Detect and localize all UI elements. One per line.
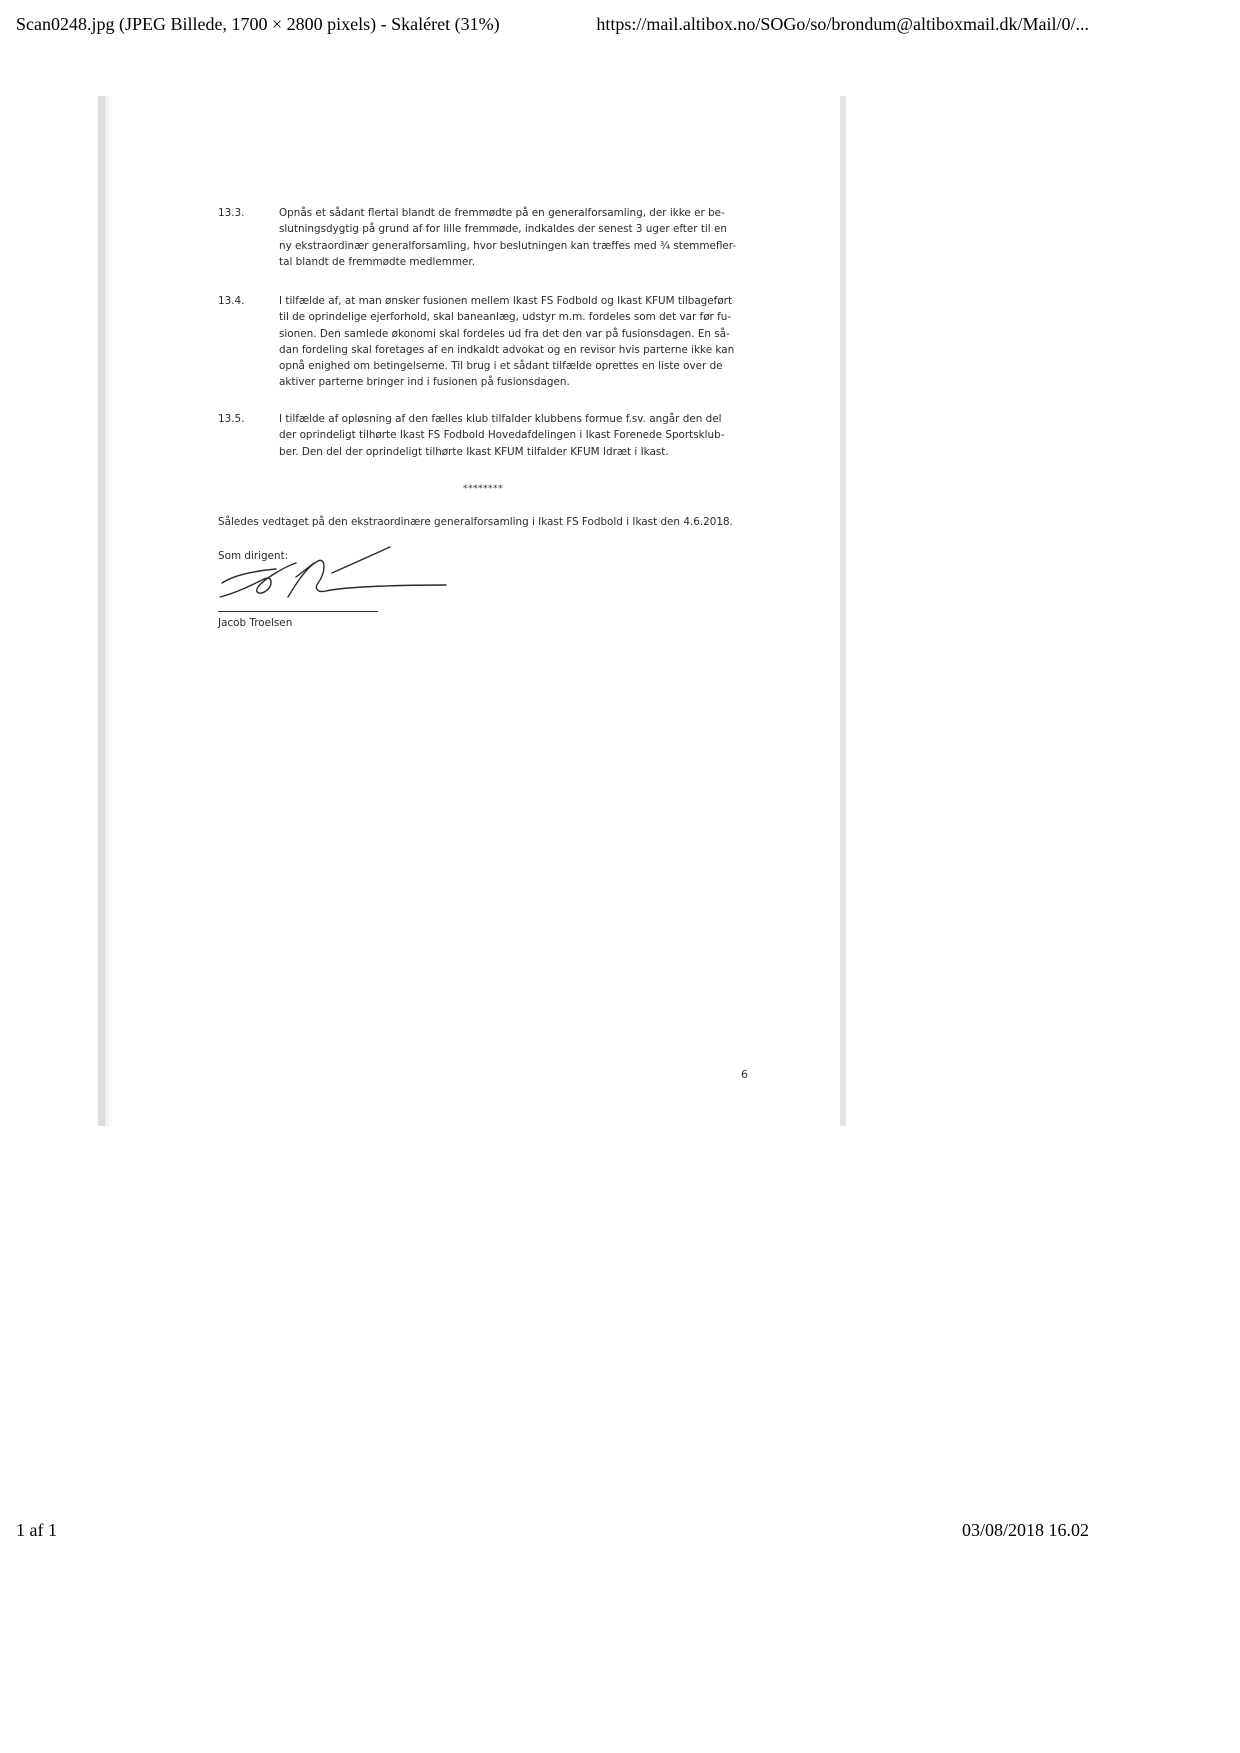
section-number: 13.4. xyxy=(218,295,245,307)
handwritten-signature xyxy=(214,533,454,603)
section-separator: ******** xyxy=(463,484,503,494)
text-line: slutningsdygtig på grund af for lille fremmøde, indkaldes der senest 3 uger efter til en xyxy=(279,223,727,236)
text-line: sionen. Den samlede økonomi skal fordeles ud fra det den var på fusionsdagen. En så- xyxy=(279,327,730,340)
section-text xyxy=(279,411,748,460)
print-footer-page-count: 1 af 1 xyxy=(16,1520,57,1540)
text-line: der oprindeligt tilhørte Ikast FS Fodbold Hovedafdelingen i Ikast Forenede Sportsklub- xyxy=(279,429,725,442)
document-body xyxy=(218,205,748,765)
text-line: aktiver parterne bringer ind i fusionen på fusionsdagen. xyxy=(279,376,570,389)
print-header-title: Scan0248.jpg (JPEG Billede, 1700 × 2800 pixels) - Skaléret (31%) xyxy=(16,14,500,34)
signer-name: Jacob Troelsen xyxy=(218,617,293,629)
text-line: I tilfælde af opløsning af den fælles klub tilfalder klubbens formue f.sv. angår den del xyxy=(279,413,722,425)
section-text xyxy=(279,205,748,270)
text-line: Opnås et sådant flertal blandt de fremmødte på en generalforsamling, der ikke er be- xyxy=(279,207,725,219)
section-text xyxy=(279,293,748,391)
adoption-statement: Således vedtaget på den ekstraordinære generalforsamling i Ikast FS Fodbold i Ikast den 4.6.2018. xyxy=(218,516,733,528)
text-line: ny ekstraordinær generalforsamling, hvor beslutningen kan træffes med ¾ stemmefler- xyxy=(279,239,737,252)
text-line: tal blandt de fremmødte medlemmer. xyxy=(279,255,476,268)
section-number: 13.3. xyxy=(218,207,245,219)
print-footer-timestamp: 03/08/2018 16.02 xyxy=(961,1520,1089,1540)
print-header-url: https://mail.altibox.no/SOGo/so/brondum@altiboxmail.dk/Mail/0/... xyxy=(596,14,1089,34)
dirigent-label: Som dirigent: xyxy=(218,550,289,562)
text-line: dan fordeling skal foretages af en indkaldt advokat og en revisor hvis parterne ikke kan xyxy=(279,343,735,356)
text-line: opnå enighed om betingelserne. Til brug i et sådant tilfælde oprettes en liste over de xyxy=(279,360,723,373)
section-number: 13.5. xyxy=(218,413,245,425)
page-number: 6 xyxy=(741,1068,748,1081)
text-line: ber. Den del der oprindeligt tilhørte Ikast KFUM tilfalder KFUM Idræt i Ikast. xyxy=(279,445,669,458)
text-line: I tilfælde af, at man ønsker fusionen mellem Ikast FS Fodbold og Ikast KFUM tilbageført xyxy=(279,295,733,307)
text-line: til de oprindelige ejerforhold, skal baneanlæg, udstyr m.m. fordeles som det var før fu- xyxy=(279,311,732,324)
signature-line xyxy=(218,611,378,612)
